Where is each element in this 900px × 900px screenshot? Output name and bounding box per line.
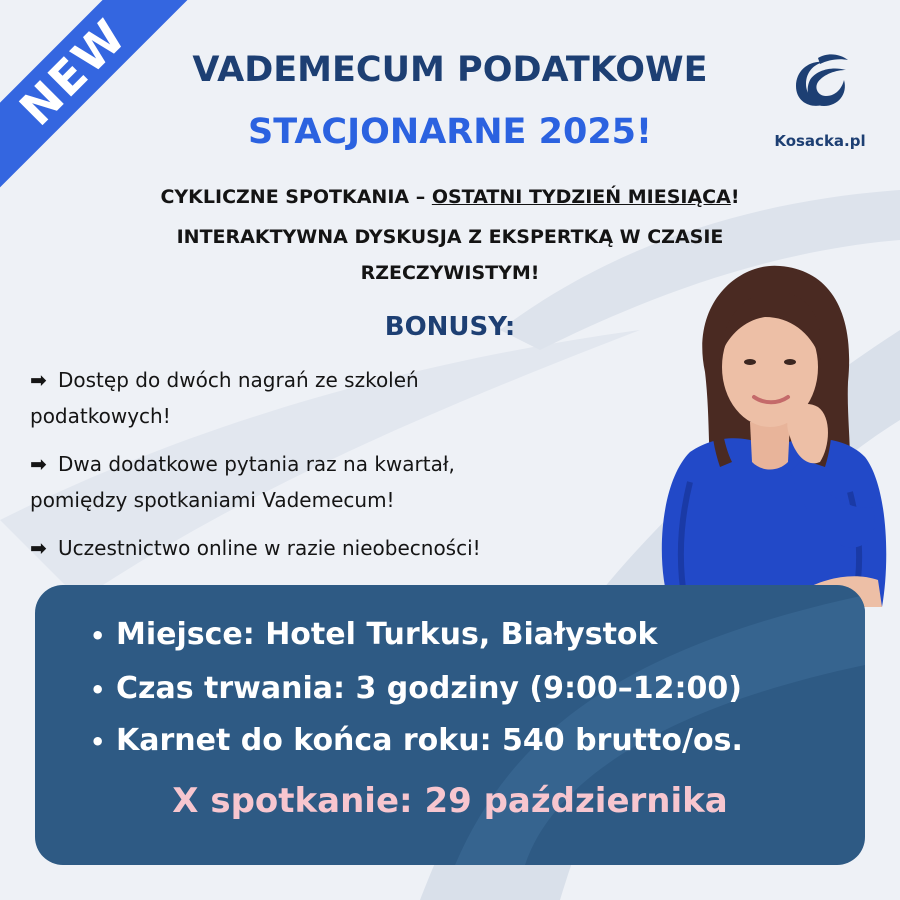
next-meeting-date: X spotkanie: 29 października <box>172 781 728 821</box>
new-badge <box>0 0 200 200</box>
bonus-item-2 <box>30 452 455 476</box>
detail-item-price <box>90 723 743 758</box>
bonuses-heading: BONUSY: <box>384 312 516 342</box>
detail-item-duration <box>90 671 742 706</box>
intro-line-1-underlined: OSTATNI TYDZIEŃ MIESIĄCA <box>431 186 731 208</box>
bullet-dot-icon: • <box>90 622 106 650</box>
title-line-1: VADEMECUM PODATKOWE <box>192 50 708 90</box>
detail-item-price-text: Karnet do końca roku: 540 brutto/os. <box>116 723 743 758</box>
intro-line-1-suffix: ! <box>730 186 740 208</box>
logo-text: Kosacka.pl <box>774 132 866 150</box>
details-box <box>35 585 865 865</box>
bonus-item-1-line-1: Dostęp do dwóch nagrań ze szkoleń <box>58 368 419 392</box>
intro-line-3: RZECZYWISTYM! <box>360 262 540 284</box>
bonus-item-1 <box>30 368 419 392</box>
new-badge-label: NEW <box>0 0 200 200</box>
bonus-item-3-line-1: Uczestnictwo online w razie nieobecności! <box>58 536 481 560</box>
bonus-item-1-line-2: podatkowych! <box>30 404 171 428</box>
detail-item-duration-text: Czas trwania: 3 godziny (9:00–12:00) <box>116 671 742 706</box>
intro-line-2: INTERAKTYWNA DYSKUSJA Z EKSPERTKĄ W CZASIE <box>176 226 724 248</box>
bullet-dot-icon: • <box>90 676 106 704</box>
right-arrow-icon: ➡ <box>30 452 47 476</box>
detail-item-location-text: Miejsce: Hotel Turkus, Białystok <box>116 617 658 652</box>
brand-logo <box>772 50 868 160</box>
intro-line-1-prefix: CYKLICZNE SPOTKANIA – <box>160 186 432 208</box>
title-line-2: STACJONARNE 2025! <box>247 112 652 152</box>
right-arrow-icon: ➡ <box>30 536 47 560</box>
wave-circle-logo-icon <box>788 50 852 114</box>
bonus-item-2-line-2: pomiędzy spotkaniami Vademecum! <box>30 488 395 512</box>
bonus-item-2-line-1: Dwa dodatkowe pytania raz na kwartał, <box>58 452 455 476</box>
bullet-dot-icon: • <box>90 728 106 756</box>
right-arrow-icon: ➡ <box>30 368 47 392</box>
detail-item-location <box>90 617 658 652</box>
bonus-item-3 <box>30 536 481 560</box>
presenter-photo <box>650 262 890 607</box>
